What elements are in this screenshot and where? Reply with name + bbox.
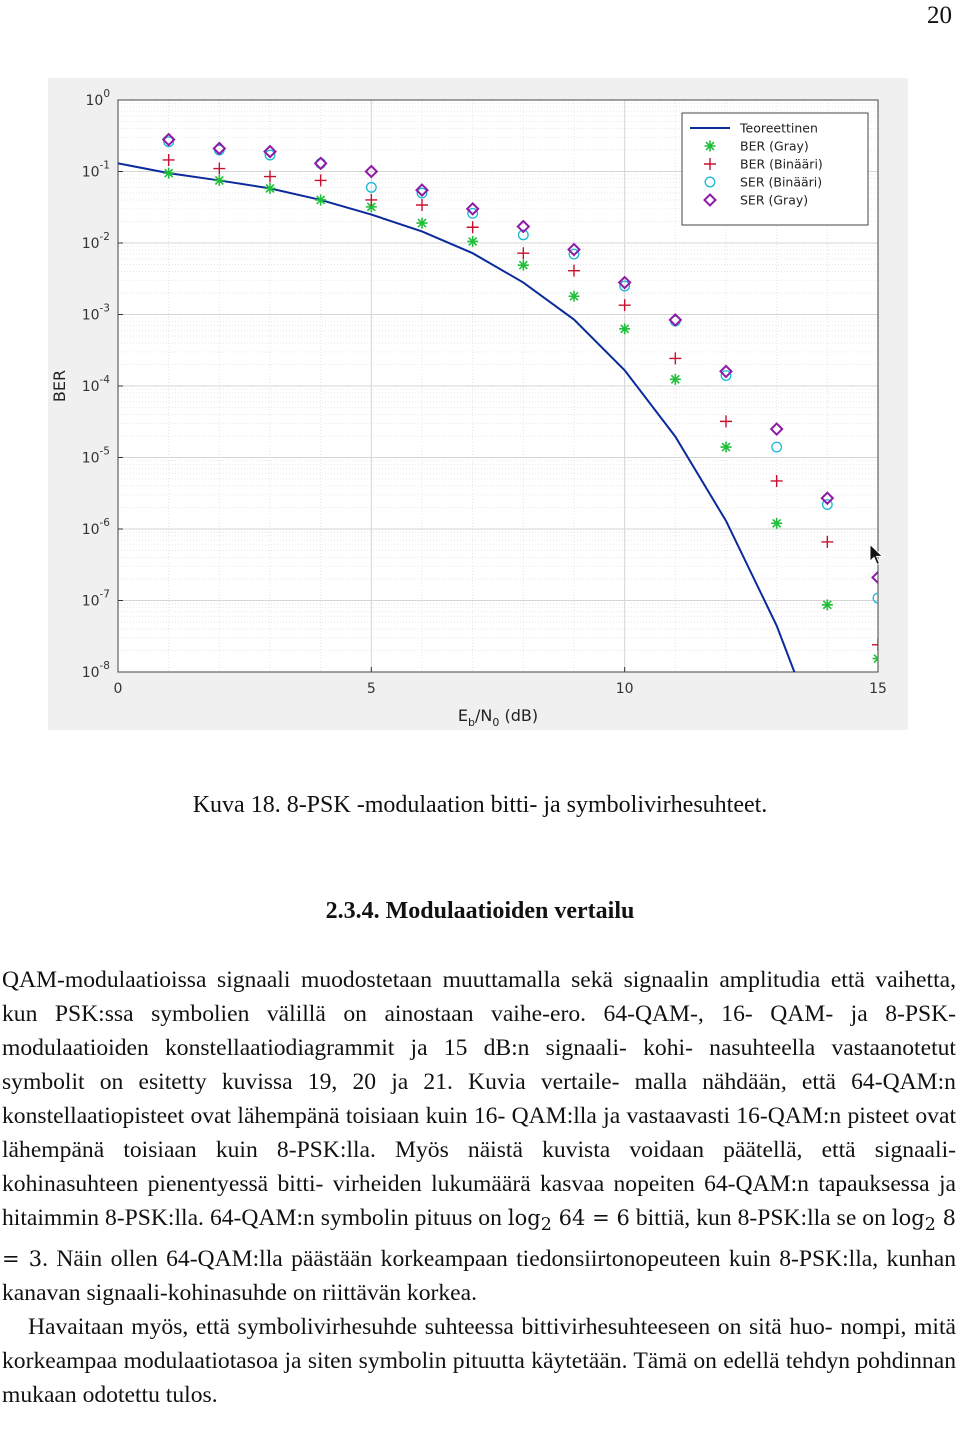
legend: [682, 113, 868, 225]
math-fn: log: [891, 1206, 925, 1230]
text-line: Myös näistä kuvista voidaan päätellä, että signaali-kohinasuhteen pienentyessä bitti-: [2, 1137, 956, 1197]
y-tick-label: $10^0$: [85, 88, 110, 109]
section-heading: 2.3.4. Modulaatioiden vertailu: [325, 898, 635, 924]
y-tick-label: $10^{-6}$: [81, 517, 110, 538]
math-rest: 8 = 3: [2, 1206, 956, 1272]
y-tick-label: $10^{-7}$: [81, 588, 110, 610]
y-tick-label: $10^{-8}$: [81, 660, 110, 681]
ber-gray-marker: [315, 194, 326, 205]
page-number: 20: [927, 2, 952, 29]
legend-entry: SER (Gray): [740, 192, 809, 208]
legend-entry: Teoreettinen: [740, 120, 818, 136]
y-tick-label: $10^{-4}$: [81, 374, 110, 395]
math-log2-64: [507, 1206, 630, 1236]
ber-gray-marker: [265, 183, 276, 194]
x-tick-label: 5: [366, 681, 376, 697]
text-line: malla nähdään, että 64-QAM:n konstellaatiopisteet ovat lähempänä toisiaan kuin 16-: [2, 1069, 956, 1129]
ber-gray-marker: [822, 599, 833, 610]
math-sub: 2: [540, 1215, 552, 1236]
text-line: Havaitaan myös, että symbolivirhesuhde suhteessa bittivirhesuhteeseen on sitä huo-: [28, 1314, 833, 1341]
ber-gray-marker: [467, 236, 478, 247]
text-line: kunhan kanavan signaali-kohinasuhde on riittävän korkea.: [2, 1246, 956, 1307]
text-line: on edellä tehdyn pohdinnan mukaan odotettu tulos.: [2, 1348, 956, 1409]
ber-gray-marker: [417, 218, 428, 229]
ber-gray-marker: [705, 141, 716, 152]
ber-gray-marker: [163, 168, 174, 179]
x-tick-label: 0: [113, 681, 123, 697]
ber-gray-marker: [214, 175, 225, 186]
text-fragment: 64-QAM:n symbolin pituus on: [209, 1205, 508, 1231]
ber-gray-marker: [518, 260, 529, 271]
text-line: QAM:lla ja vastaavasti 16-QAM:n pisteet ovat lähempänä toisiaan kuin 8-PSK:lla.: [2, 1103, 957, 1163]
ber-gray-marker: [619, 323, 630, 334]
text-line: QAM- ja 8-PSK-modulaatioiden konstellaatiodiagrammit ja 15 dB:n signaali- kohi-: [2, 1001, 957, 1061]
text-line: virheiden lukumäärä kasvaa nopeiten 64-QAM:n tapauksessa ja hitaimmin 8-PSK:lla.: [2, 1171, 956, 1231]
y-tick-label: $10^{-2}$: [81, 231, 110, 252]
text-line: Näin ollen 64-QAM:lla päästään korkeampaan tiedonsiirtonopeuteen kuin 8-PSK:lla,: [56, 1246, 879, 1273]
x-tick-label: 10: [615, 681, 634, 697]
math-fn: log: [507, 1206, 541, 1230]
text-fragment: bittiä, kun 8-PSK:lla se on: [629, 1205, 892, 1231]
ber-gray-marker: [771, 518, 782, 529]
ber-gray-marker: [569, 291, 580, 302]
ber-gray-marker: [670, 374, 681, 385]
legend-entry: BER (Gray): [740, 138, 809, 154]
figure-caption: Kuva 18. 8-PSK -modulaation bitti- ja symbolivirhesuhteet.: [192, 792, 768, 818]
text-line: QAM-modulaatioissa signaali muodostetaan muuttamalla sekä signaalin amplitudia: [2, 967, 821, 993]
text-line: nompi, mitä korkeampaa modulaatiotasoa ja siten symbolin pituutta käytetään. Tämä: [2, 1314, 956, 1375]
ber-gray-marker: [721, 442, 732, 453]
math-sub: 2: [924, 1215, 936, 1236]
x-tick-label: 15: [869, 681, 887, 697]
legend-entry: BER (Binääri): [740, 156, 823, 172]
math-rest: 64 = 6: [551, 1206, 630, 1230]
text-fragment: .: [42, 1246, 48, 1273]
text-line: nasuhteella vastaanotetut symbolit on esitetty kuvissa 19, 20 ja 21. Kuvia vertaile-: [2, 1035, 956, 1095]
paragraph-1: [2, 963, 956, 1310]
legend-entry: SER (Binääri): [740, 174, 823, 190]
ber-chart: [48, 78, 908, 730]
body-text: [2, 963, 956, 1412]
y-tick-label: $10^{-3}$: [81, 302, 110, 324]
paragraph-2: [2, 1310, 956, 1412]
x-axis-label: $E_b/N_0$ (dB): [457, 706, 539, 729]
ber-figure: [48, 78, 908, 730]
y-tick-label: $10^{-5}$: [81, 445, 110, 467]
y-tick-label: $10^{-1}$: [81, 159, 110, 181]
text-line: että vaihetta, kun PSK:ssa symbolien välillä on ainostaan vaihe-ero. 64-QAM-, 16-: [2, 967, 957, 1027]
y-axis-label: BER: [50, 369, 69, 403]
